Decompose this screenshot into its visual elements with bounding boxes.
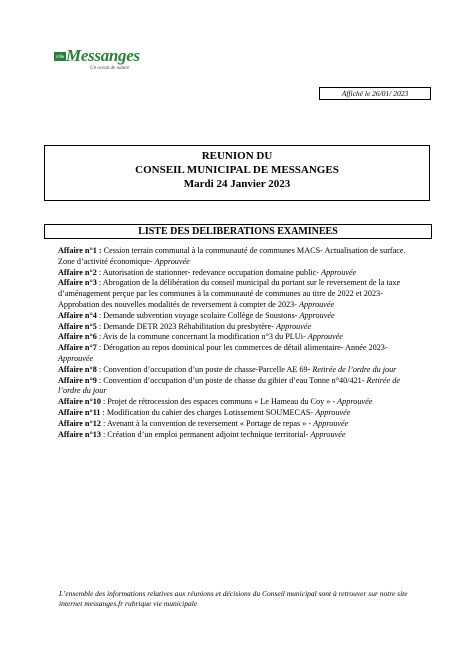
list-item bbox=[58, 430, 424, 441]
affaire-status: Retirée de l’ordre du jour bbox=[58, 375, 400, 396]
affaire-label: Affaire n°8 bbox=[58, 364, 97, 374]
affaire-status: Approuvée bbox=[299, 299, 335, 309]
affaire-label: Affaire n°3 bbox=[58, 278, 97, 288]
affaire-text: : Avenant à la convention de reversement « Portage de repas » - bbox=[100, 418, 314, 428]
list-item bbox=[58, 278, 424, 310]
list-item bbox=[58, 343, 424, 365]
affaire-status: Approuvée bbox=[313, 418, 349, 428]
list-item bbox=[58, 311, 424, 322]
affaire-status: Approuvée bbox=[154, 256, 190, 266]
affaire-text: : Avis de la commune concernant la modification n°3 du PLUi- bbox=[96, 332, 308, 342]
affaire-status: Approuvée bbox=[315, 407, 351, 417]
affaire-status: Approuvée bbox=[321, 267, 357, 277]
affaire-label: Affaire n°1 : bbox=[58, 246, 102, 255]
list-item bbox=[58, 332, 424, 343]
affaires-list bbox=[58, 246, 424, 440]
affiche-date: Affiché le 26/01/ 2023 bbox=[319, 87, 431, 100]
liste-title: LISTE DES DELIBERATIONS EXAMINEES bbox=[44, 224, 432, 239]
affaire-text: : Modification du cahier des charges Lotissement SOUMECAS- bbox=[100, 407, 316, 417]
affaire-text: : Demande subvention voyage scolaire Collège de Soustons- bbox=[96, 310, 300, 320]
affaire-label: Affaire n°10 bbox=[58, 397, 101, 407]
affaire-label: Affaire n°11 bbox=[58, 407, 101, 417]
affaire-text: : Autorisation de stationner- redevance occupation domaine public- bbox=[96, 267, 322, 277]
affaire-text: : Abrogation de la délibération du conseil municipal du portant sur le reversement de la taxe d’aménagement perçue par les communes à la communauté de communes au titre de 2022 et 2023- Approbation des nouvelles modalités de reversement à compter de 2023- bbox=[58, 278, 401, 309]
list-item bbox=[58, 376, 424, 398]
affaire-status: Approuvée bbox=[307, 332, 343, 342]
affaire-status: Approuvée bbox=[276, 321, 312, 331]
affaire-status: Approuvée bbox=[337, 397, 373, 407]
affaire-label: Affaire n°5 bbox=[58, 321, 97, 331]
affaire-label: Affaire n°2 bbox=[58, 267, 97, 277]
list-item bbox=[58, 419, 424, 430]
affaire-label: Affaire n°6 bbox=[58, 332, 97, 342]
affaire-label: Affaire n°12 bbox=[58, 418, 101, 428]
list-item bbox=[58, 365, 424, 376]
logo-name: Messanges bbox=[66, 46, 140, 65]
affaire-text: : Dérogation au repos dominical pour les commerces de détail alimentaire- Année 2023- bbox=[96, 343, 388, 353]
affaire-status: Approuvée bbox=[58, 353, 94, 363]
affaire-text: : Création d’un emploi permanent adjoint technique territorial- bbox=[100, 429, 311, 439]
affaire-label: Affaire n°7 bbox=[58, 343, 97, 353]
messanges-logo bbox=[54, 46, 154, 82]
affaire-text: : Convention d’occupation d’un poste de chasse du gibier d’eau Tonne n°40/421- bbox=[96, 375, 367, 385]
affaire-label: Affaire n°13 bbox=[58, 429, 101, 439]
affaire-text: : Convention d’occupation d’un poste de chasse-Parcelle AE 69- bbox=[96, 364, 313, 374]
list-item bbox=[58, 268, 424, 279]
affaire-text: Cession terrain communal à la communauté de communes MACS- Actualisation de surface. Zone d’activité économique- bbox=[58, 246, 406, 266]
affaire-label: Affaire n°4 bbox=[58, 310, 97, 320]
title-line-3: Mardi 24 Janvier 2023 bbox=[183, 178, 291, 190]
logo-tagline: Un océan de nature bbox=[90, 66, 130, 71]
title-line-2: CONSEIL MUNICIPAL DE MESSANGES bbox=[135, 164, 339, 176]
affaire-status: Approuvée bbox=[310, 429, 346, 439]
meeting-title-box bbox=[44, 145, 430, 201]
footer-note: L’ensemble des informations relatives aux réunions et décisions du Conseil municipal sont à retrouver sur notre site internet messanges.fr rubrique vie municipale bbox=[59, 589, 408, 608]
affaire-text: : Demande DETR 2023 Réhabilitation du presbytère- bbox=[96, 321, 276, 331]
affaire-label: Affaire n°9 bbox=[58, 375, 97, 385]
affaire-status: Retirée de l’ordre du jour bbox=[312, 364, 397, 374]
affaire-text: : Projet de rétrocession des espaces communs « Le Hameau du Coy » - bbox=[100, 397, 338, 407]
title-line-1: REUNION DU bbox=[201, 150, 273, 162]
list-item bbox=[58, 322, 424, 333]
affaire-status: Approuvée bbox=[299, 310, 335, 320]
list-item bbox=[58, 408, 424, 419]
list-item bbox=[58, 246, 424, 268]
logo-ville-tag: Ville de bbox=[55, 54, 65, 68]
list-item bbox=[58, 397, 424, 408]
